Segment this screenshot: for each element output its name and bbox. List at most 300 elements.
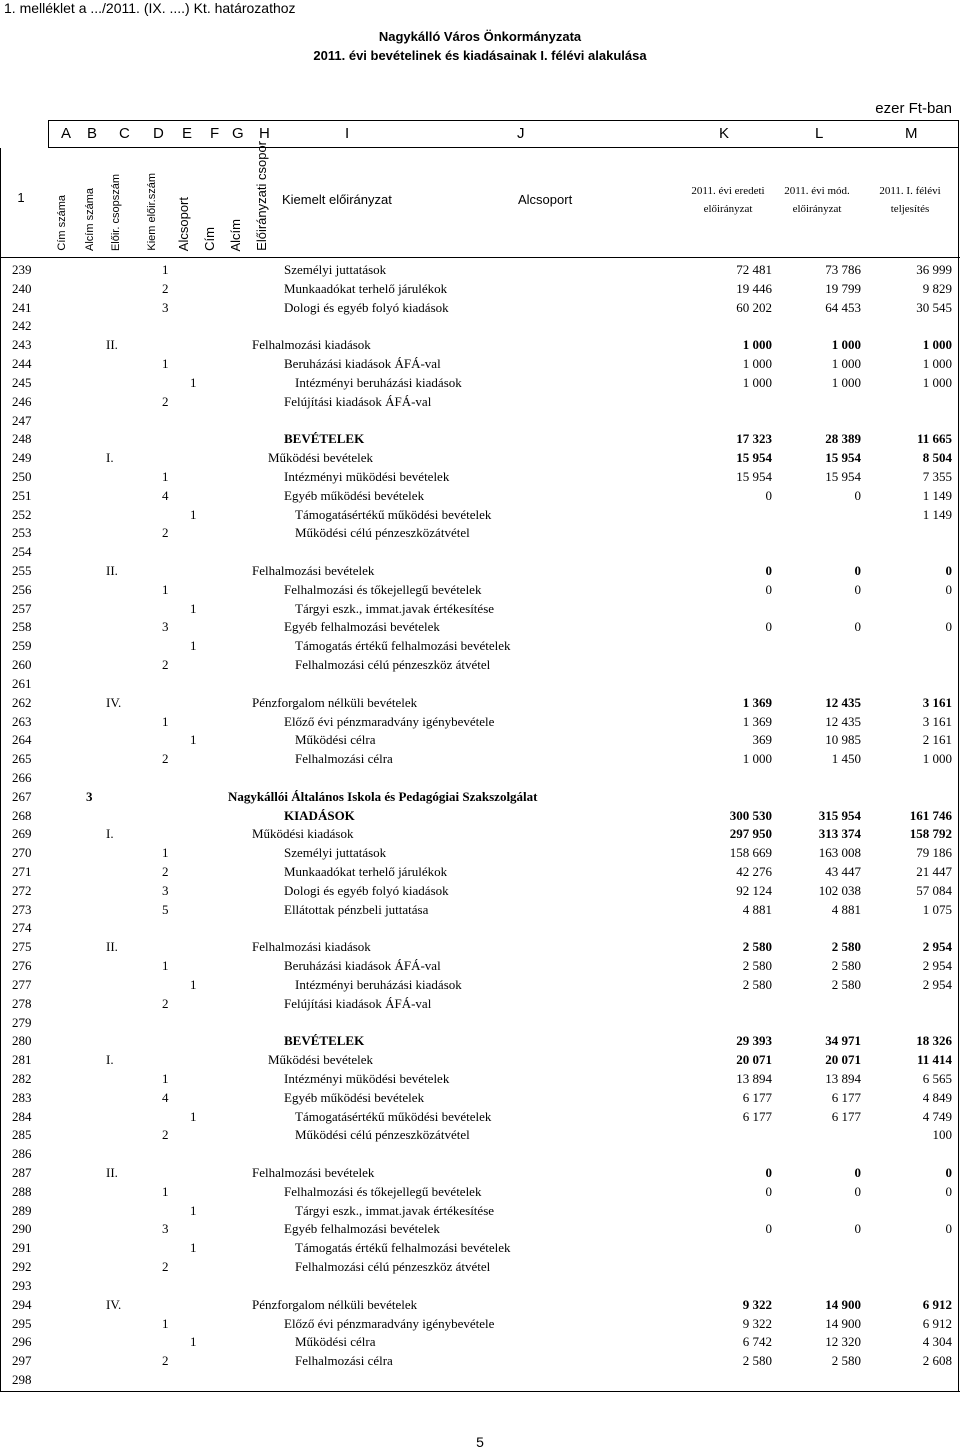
half-year-performance: 57 084 [916,882,952,898]
group-number: 1 [162,845,169,861]
row-label: Működési célú pénzeszközátvétel [295,525,470,541]
subgroup-number: 1 [190,1334,197,1350]
col-letter-i: I [345,125,350,142]
original-appropriation: 0 [765,1221,772,1237]
group-number: 1 [162,468,169,484]
half-year-performance: 1 149 [922,506,952,522]
original-appropriation: 1 000 [742,356,772,372]
half-year-performance: 11 665 [916,431,952,447]
row-number: 254 [12,544,32,560]
row-number: 268 [12,807,32,823]
row-label: Felhalmozási bevételek [252,563,375,578]
modified-appropriation: 6 177 [831,1089,861,1105]
column-letter-bar [48,120,959,148]
group-number: 1 [162,581,169,597]
group-number: 3 [162,1221,169,1237]
half-year-performance: 0 [945,1183,952,1199]
subgroup-number: 1 [190,374,197,390]
subgroup-number: 1 [190,732,197,748]
original-appropriation: 9 322 [742,1315,772,1331]
modified-appropriation: 43 447 [825,864,861,879]
table-row [0,844,960,863]
subgroup-number: 1 [190,976,197,992]
group-number: 3 [162,882,169,898]
modified-appropriation: 1 000 [831,356,861,372]
subgroup-number: 1 [190,600,197,616]
row-label: Felhalmozási bevételek [252,1165,375,1180]
group-roman: II. [106,337,118,353]
half-year-performance: 100 [932,1127,952,1143]
group-roman: I. [106,450,114,466]
row-number: 243 [12,337,32,353]
table-row [0,562,960,581]
modified-appropriation: 14 900 [825,1315,861,1331]
group-number: 2 [162,393,169,409]
row-number: 296 [12,1334,32,1350]
row-number: 242 [12,318,32,334]
header-alcsoport-vertical: Alcsoport [176,196,191,251]
original-appropriation: 0 [765,1165,772,1180]
unit-label: ezer Ft-ban [875,100,952,117]
row-number: 251 [12,487,32,503]
document-subtitle: 2011. évi bevételinek és kiadásainak I. félévi alakulása [313,48,647,63]
original-appropriation: 20 071 [736,1052,772,1068]
row-label: Ellátottak pénzbeli juttatása [284,901,429,917]
original-appropriation: 6 177 [742,1089,772,1105]
table-row [0,976,960,995]
page-number: 5 [476,1434,484,1450]
row-number: 298 [12,1371,32,1387]
row-number: 256 [12,581,32,597]
modified-appropriation: 19 799 [825,280,861,296]
row-label: Személyi juttatások [284,262,387,277]
half-year-performance: 4 849 [922,1089,952,1105]
original-appropriation: 42 276 [736,864,772,879]
table-row [0,468,960,487]
row-number: 269 [12,826,32,842]
row-number: 259 [12,638,32,654]
row-label: Egyéb felhalmozási bevételek [284,619,440,635]
row-label: Működési kiadások [252,826,354,842]
group-roman: II. [106,939,118,955]
modified-appropriation: 163 008 [818,845,861,861]
modified-appropriation: 28 389 [825,431,861,447]
half-year-performance: 6 912 [922,1296,952,1312]
group-number: 4 [162,1089,169,1105]
original-appropriation: 6 177 [742,1108,772,1124]
group-number: 1 [162,1315,169,1331]
header-alcsoport: Alcsoport [518,192,573,207]
half-year-performance: 1 075 [922,901,952,917]
table-row [0,280,960,299]
group-number: 2 [162,1127,169,1143]
group-number: 1 [162,713,169,729]
table-row [0,769,960,788]
half-year-performance: 0 [945,563,952,578]
table-row [0,1258,960,1277]
modified-appropriation: 15 954 [825,450,861,466]
row-number: 270 [12,845,32,861]
col-letter-c: C [119,125,130,142]
row-number: 279 [12,1014,32,1030]
modified-appropriation: 313 374 [818,826,861,842]
original-appropriation: 0 [765,581,772,597]
row-number: 264 [12,732,32,748]
subgroup-number: 1 [190,1108,197,1124]
row-number: 267 [12,788,32,804]
col-letter-h: H [259,125,270,142]
row-number: 255 [12,563,32,578]
row-label: Egyéb működési bevételek [284,487,425,503]
table-body [0,261,960,1390]
row-number: 249 [12,450,32,466]
col-letter-a: A [61,125,72,142]
row-label: Működési bevételek [268,450,374,466]
header-alcim-vertical: Alcím [228,218,243,251]
original-appropriation: 29 393 [736,1033,772,1049]
half-year-performance: 4 304 [922,1334,952,1350]
original-appropriation: 1 000 [742,751,772,767]
row-number: 275 [12,939,32,955]
row-number: 289 [12,1202,32,1218]
group-number: 2 [162,1353,169,1369]
row-label: Pénzforgalom nélküli bevételek [252,1296,418,1312]
table-row [0,336,960,355]
table-row [0,261,960,280]
table-row [0,1183,960,1202]
row-label: Felújítási kiadások ÁFÁ-val [284,995,432,1011]
row-label: Támogatásértékű működési bevételek [295,1108,492,1124]
half-year-performance: 36 999 [916,262,952,277]
group-number: 1 [162,356,169,372]
row-label: Felhalmozási célra [295,751,393,767]
col-letter-j: J [517,125,525,142]
table-row [0,788,960,807]
group-number: 2 [162,280,169,296]
row-number: 246 [12,393,32,409]
half-year-performance: 1 149 [922,487,952,503]
original-appropriation: 4 881 [742,901,772,917]
modified-appropriation: 12 435 [825,694,861,710]
row-number: 277 [12,976,32,992]
row-number: 253 [12,525,32,541]
original-appropriation: 0 [765,619,772,635]
modified-appropriation: 2 580 [831,1353,861,1369]
half-year-performance: 1 000 [922,337,952,353]
original-appropriation: 0 [765,563,772,578]
group-number: 2 [162,525,169,541]
row-label: Munkaadókat terhelő járulékok [284,864,448,879]
row-label: KIADÁSOK [284,807,355,823]
row-number: 240 [12,280,32,296]
row-number: 293 [12,1277,32,1293]
row-number: 291 [12,1240,32,1256]
col-letter-m: M [905,125,918,142]
row-number: 247 [12,412,32,428]
row-label: BEVÉTELEK [284,1033,365,1049]
modified-appropriation: 0 [854,487,861,503]
table-row [0,543,960,562]
half-year-performance: 3 161 [922,713,952,729]
half-year-performance: 2 161 [922,732,952,748]
half-year-performance: 0 [945,1221,952,1237]
header-mod: 2011. évi mód. előirányzat [784,185,850,215]
document-note: 1. melléklet a .../2011. (IX. ....) Kt. határozathoz [4,0,296,16]
table-row [0,299,960,318]
half-year-performance: 2 954 [922,939,952,955]
row-label: Felhalmozási kiadások [252,939,371,955]
row-number: 258 [12,619,32,635]
modified-appropriation: 14 900 [825,1296,861,1312]
original-appropriation: 369 [752,732,772,748]
original-appropriation: 17 323 [736,431,772,447]
modified-appropriation: 34 971 [825,1033,861,1049]
half-year-performance: 9 829 [922,280,952,296]
col-letter-e: E [182,125,193,142]
row-number: 266 [12,769,32,785]
modified-appropriation: 1 000 [831,337,861,353]
modified-appropriation: 0 [854,1183,861,1199]
group-number: 1 [162,958,169,974]
table-row [0,825,960,844]
row-label: Működési célra [295,1334,376,1350]
group-number: 2 [162,751,169,767]
table-row [0,1164,960,1183]
row-label: Személyi juttatások [284,845,387,861]
original-appropriation: 0 [765,1183,772,1199]
table-row [0,863,960,882]
half-year-performance: 161 746 [909,807,952,823]
row-number: 290 [12,1221,32,1237]
table-row [0,750,960,769]
half-year-performance: 6 565 [922,1070,952,1086]
group-roman: II. [106,1165,118,1180]
table-row [0,506,960,525]
row-number: 282 [12,1070,32,1086]
table-row [0,1202,960,1221]
row-number: 250 [12,468,32,484]
table-row [0,374,960,393]
row-number: 244 [12,356,32,372]
header-eloir-csopszam: Előir. csopszám [110,173,122,251]
row-label: Támogatásértékű működési bevételek [295,506,492,522]
modified-appropriation: 2 580 [831,958,861,974]
row-label: Intézményi müködési bevételek [284,468,450,484]
col-letter-b: B [87,125,98,142]
table-row [0,694,960,713]
row-number: 262 [12,694,32,710]
row-label: Működési célú pénzeszközátvétel [295,1127,470,1143]
row-label: Támogatás értékű felhalmozási bevételek [295,1240,511,1256]
table-row [0,524,960,543]
row-label: Működési bevételek [268,1052,374,1068]
table-row [0,1070,960,1089]
group-number: 1 [162,1183,169,1199]
table-row [0,430,960,449]
modified-appropriation: 2 580 [831,939,861,955]
row-number: 274 [12,920,32,936]
original-appropriation: 19 446 [736,280,772,296]
row-label: Intézményi müködési bevételek [284,1070,450,1086]
group-roman: II. [106,563,118,578]
table-row [0,938,960,957]
table-row [0,1315,960,1334]
half-year-performance: 158 792 [909,826,952,842]
row-number: 295 [12,1315,32,1331]
half-year-performance: 1 000 [922,356,952,372]
table-row [0,1371,960,1390]
table-row [0,1333,960,1352]
group-number: 3 [162,619,169,635]
table-row [0,675,960,694]
original-appropriation: 15 954 [736,450,772,466]
row-label: Egyéb működési bevételek [284,1089,425,1105]
row-number: 287 [12,1165,32,1180]
modified-appropriation: 12 320 [825,1334,861,1350]
original-appropriation: 1 369 [742,694,772,710]
group-roman: IV. [106,1296,122,1312]
modified-appropriation: 0 [854,563,861,578]
half-year-performance: 1 000 [922,751,952,767]
table-row [0,487,960,506]
row-label: Felhalmozási és tőkejellegű bevételek [284,581,482,597]
row-label: Előző évi pénzmaradvány igénybevétele [284,713,495,729]
half-year-performance: 2 608 [922,1353,952,1369]
subgroup-number: 1 [190,638,197,654]
modified-appropriation: 1 000 [831,374,861,390]
group-number: 2 [162,1259,169,1275]
row-number: 239 [12,262,32,277]
table-row [0,600,960,619]
group-roman: I. [106,1052,114,1068]
row-label: Beruházási kiadások ÁFÁ-val [284,356,441,372]
modified-appropriation: 0 [854,1221,861,1237]
row-label: Tárgyi eszk., immat.javak értékesítése [295,600,495,616]
col-letter-d: D [153,125,164,142]
header-cim-vertical: Cím [202,227,217,251]
document-title: Nagykálló Város Önkormányzata [378,29,582,44]
original-appropriation: 2 580 [742,976,772,992]
group-number: 2 [162,995,169,1011]
cim-number: 3 [86,788,93,804]
original-appropriation: 92 124 [736,882,772,898]
row-number: 272 [12,882,32,898]
col-letter-l: L [815,125,824,142]
table-row [0,1352,960,1371]
table-row [0,957,960,976]
table-row [0,713,960,732]
half-year-performance: 0 [945,581,952,597]
modified-appropriation: 0 [854,619,861,635]
row-number: 285 [12,1127,32,1143]
header-cim-szama: Cím száma [56,195,68,251]
col-letter-g: G [232,125,244,142]
row-label: Felhalmozási célra [295,1353,393,1369]
half-year-performance: 8 504 [922,450,952,466]
group-roman: IV. [106,694,122,710]
row-number: 263 [12,713,32,729]
row-label: Nagykállói Általános Iskola és Pedagógiai Szakszolgálat [228,788,538,804]
half-year-performance: 18 326 [916,1033,952,1049]
half-year-performance: 3 161 [922,694,952,710]
table-row [0,637,960,656]
row-label: Felhalmozási és tőkejellegű bevételek [284,1183,482,1199]
modified-appropriation: 73 786 [825,262,861,277]
table-row [0,412,960,431]
half-year-performance: 11 414 [916,1052,952,1068]
row-label: Pénzforgalom nélküli bevételek [252,694,418,710]
row-label: Dologi és egyéb folyó kiadások [284,299,449,315]
original-appropriation: 1 369 [742,713,772,729]
table-row [0,393,960,412]
table-row [0,581,960,600]
row-label: Felhalmozási célú pénzeszköz átvétel [295,1259,491,1275]
table-row [0,1089,960,1108]
table-row [0,317,960,336]
table-row [0,1277,960,1296]
half-year-performance: 30 545 [916,299,952,315]
original-appropriation: 60 202 [736,299,772,315]
row-label: Felhalmozási kiadások [252,337,371,353]
modified-appropriation: 102 038 [818,882,861,898]
half-year-performance: 4 749 [922,1108,952,1124]
original-appropriation: 300 530 [729,807,772,823]
table-row [0,1014,960,1033]
header-eredeti: 2011. évi eredeti előirányzat [691,185,765,215]
original-appropriation: 158 669 [729,845,772,861]
row-number: 297 [12,1353,32,1369]
row-number: 241 [12,299,32,315]
modified-appropriation: 64 453 [825,299,861,315]
row-number: 248 [12,431,32,447]
modified-appropriation: 6 177 [831,1108,861,1124]
header-row-number: 1 [17,190,25,205]
half-year-performance: 2 954 [922,958,952,974]
half-year-performance: 79 186 [916,845,952,861]
row-number: 261 [12,675,32,691]
original-appropriation: 72 481 [736,262,772,277]
subgroup-number: 1 [190,1202,197,1218]
group-number: 5 [162,901,169,917]
modified-appropriation: 1 450 [831,751,861,767]
row-number: 288 [12,1183,32,1199]
header-kiemelt: Kiemelt előirányzat [282,192,392,207]
table-row [0,355,960,374]
group-number: 2 [162,657,169,673]
header-eloiranyzati-csoport: Előirányzati csopor [254,141,269,251]
original-appropriation: 1 000 [742,337,772,353]
col-letter-f: F [210,125,220,142]
modified-appropriation: 15 954 [825,468,861,484]
half-year-performance: 0 [945,619,952,635]
original-appropriation: 297 950 [729,826,772,842]
table-row [0,1108,960,1127]
table-row [0,618,960,637]
modified-appropriation: 13 894 [825,1070,861,1086]
row-number: 286 [12,1146,32,1162]
original-appropriation: 15 954 [736,468,772,484]
row-number: 257 [12,600,32,616]
row-label: Intézményi beruházási kiadások [295,976,462,992]
row-label: Működési célra [295,732,376,748]
table-row [0,1220,960,1239]
group-number: 1 [162,1070,169,1086]
table-bottom-border [0,1391,960,1392]
row-number: 245 [12,374,32,390]
row-number: 271 [12,864,32,879]
original-appropriation: 1 000 [742,374,772,390]
modified-appropriation: 315 954 [818,807,861,823]
